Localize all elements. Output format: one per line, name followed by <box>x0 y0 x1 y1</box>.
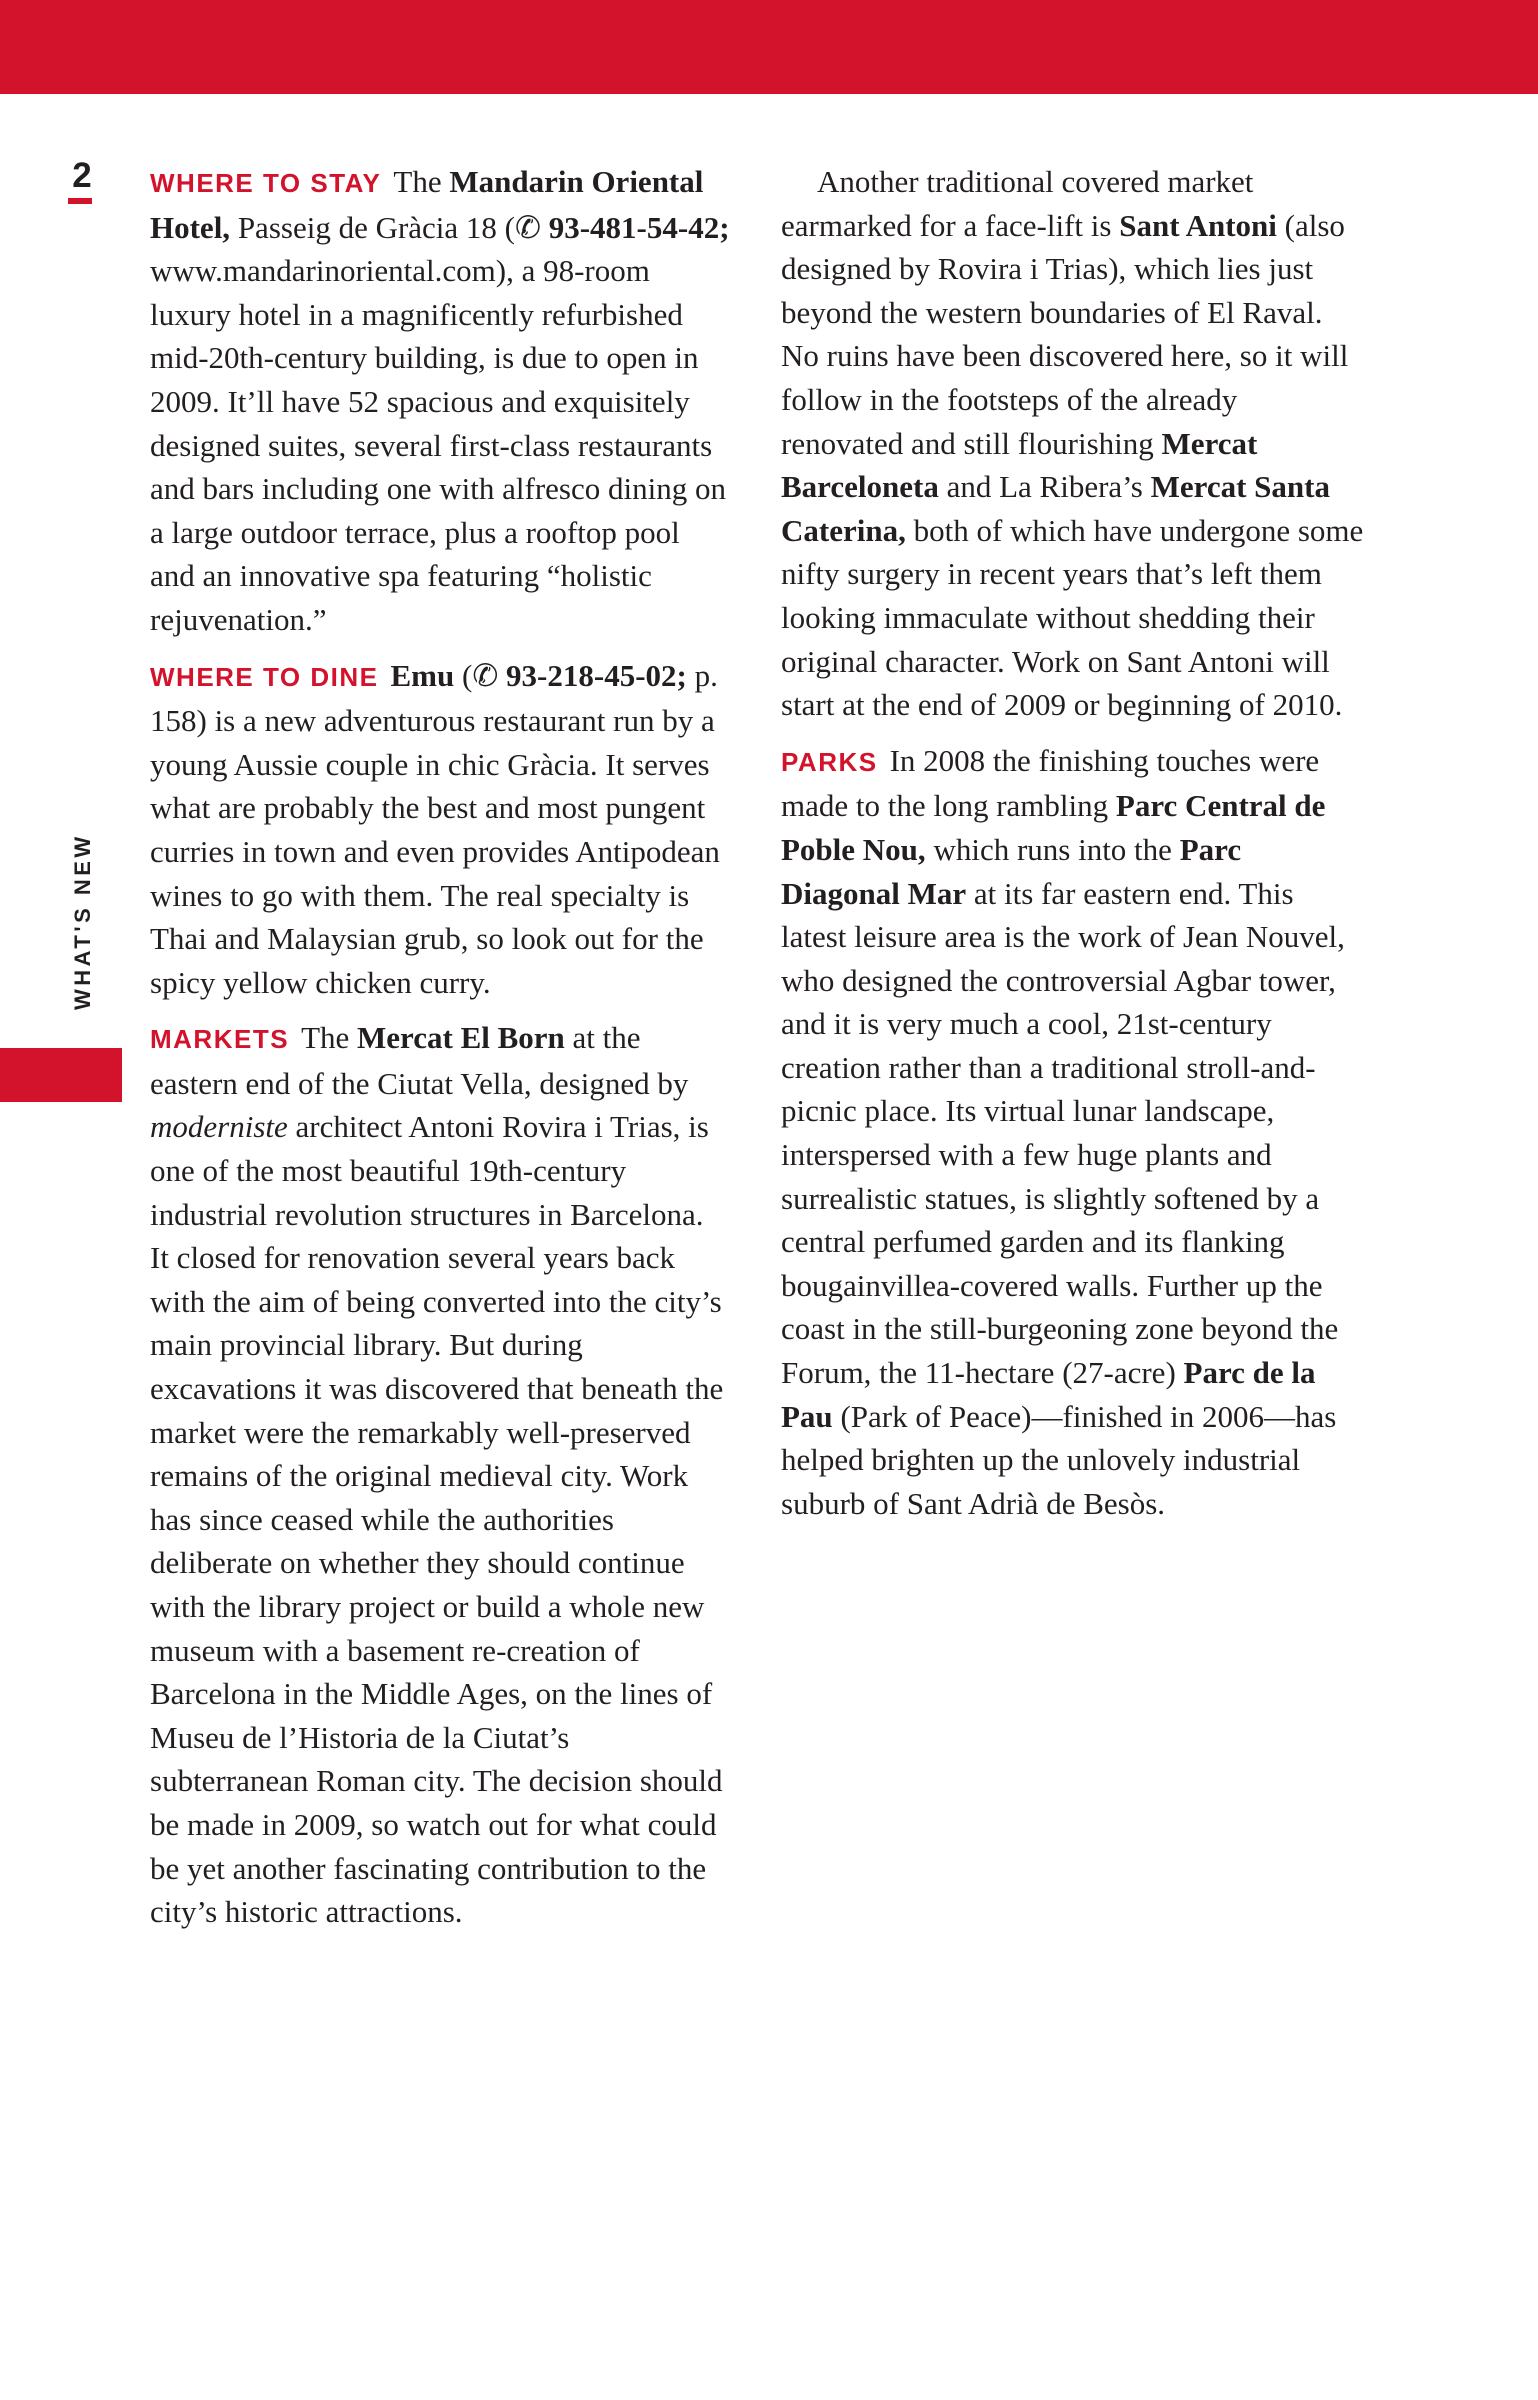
parc-de-la-pau-name: Parc de la Pau <box>781 1355 1316 1434</box>
phone-icon: ✆ <box>472 657 499 693</box>
mercat-barceloneta-name: Mercat Barceloneta <box>781 425 1258 505</box>
sant-antoni-name: Sant Antoni <box>1119 207 1277 243</box>
phone-icon: ✆ <box>515 209 541 245</box>
where-to-stay-heading: WHERE TO STAY <box>150 168 382 198</box>
markets-heading: MARKETS <box>150 1024 290 1055</box>
moderniste-term: moderniste <box>150 1109 288 1145</box>
parks-paragraph: PARKS In 2008 the finishing touches were made to the long rambling Parc Central de Poble Nou, which runs into the Parc Diagonal Mar at its far eastern end. This latest leisure area is the work of Jean Nouvel, who designed the controversial Agbar tower, and it is very much a cool, 21st-century creation rather than a traditional stroll-and-picnic place. Its virtual lunar landscape, interspersed with a few huge plants and surrealistic statues, is slightly softened by a central perfumed garden and its flanking bougainvillea-covered walls. Further up the coast in the still-burgeoning zone beyond the Forum, the 11-hectare (27-acre) Parc de la Pau (Park of Peace)—finished in 2006—has helped brighten up the unlovely industrial suburb of Sant Adrià de Besòs. <box>781 742 1345 1521</box>
where-to-stay-paragraph: WHERE TO STAY The Mandarin Oriental Hotel, Passeig de Gràcia 18 (✆ 93-481-54-42; www.mandarinoriental.com), a 98-room luxury hotel in a magnificently refurbished mid-20th-century building, is due to open in 2009. It’ll have 52 spacious and exquisitely designed suites, several first-class restaurants and bars including one with alfresco dining on a large outdoor terrace, plus a rooftop pool and an innovative spa featuring “holistic rejuvenation.” <box>150 164 730 637</box>
mercat-santa-caterina-name: Mercat Santa Caterina, <box>781 469 1330 548</box>
text-column-right <box>781 160 1366 1537</box>
markets-continued-paragraph: Another traditional covered market earmarked for a face-lift is Sant Antoni (also designed by Rovira i Trias), which lies just beyond the western boundaries of El Raval. No ruins have been discovered here, so it will follow in the footsteps of the already renovated and still flourishing Mercat Barceloneta and La Ribera’s Mercat Santa Caterina, both of which have undergone some nifty surgery in recent years that’s left them looking immaculate without shedding their original character. Work on Sant Antoni will start at the end of 2009 or beginning of 2010. <box>781 164 1364 723</box>
mercat-el-born-name: Mercat El Born <box>357 1020 565 1056</box>
page-number: 2 <box>72 156 92 195</box>
emu-phone: 93-218-45-02; <box>498 657 687 693</box>
mandarin-phone: 93-481-54-42; <box>540 209 730 245</box>
page-number-rule <box>68 198 92 204</box>
parks-heading: PARKS <box>781 746 878 777</box>
markets-paragraph: MARKETS The Mercat El Born at the eastern end of the Ciutat Vella, designed by moderniste architect Antoni Rovira i Trias, is one of the most beautiful 19th-century industrial revolution structures in Barcelona. It closed for renovation several years back with the aim of being converted into the city’s main provincial library. But during excavations it was discovered that beneath the market were the remarkably well-preserved remains of the original medieval city. Work has since ceased while the authorities deliberate on whether they should continue with the library project or build a whole new museum with a basement re-creation of Barcelona in the Middle Ages, on the lines of Museu de l’Historia de la Ciutat’s subterranean Roman city. The decision should be made in 2009, so watch out for what could be yet another fascinating contribution to the city’s historic attractions. <box>150 1020 724 1930</box>
section-side-tab <box>0 1048 122 1102</box>
emu-name: Emu <box>390 657 455 693</box>
text-column-left <box>150 160 730 1934</box>
mandarin-oriental-name: Mandarin Oriental Hotel, <box>150 164 704 245</box>
parc-diagonal-mar-name: Parc Diagonal Mar <box>781 831 1242 911</box>
parc-central-name: Parc Central de Poble Nou, <box>781 788 1326 867</box>
section-side-label: WHAT'S NEW <box>70 833 95 1010</box>
top-color-band <box>0 0 1538 94</box>
where-to-dine-paragraph: WHERE TO DINE Emu (✆ 93-218-45-02; p. 158) is a new adventurous restaurant run by a young Aussie couple in chic Gràcia. It serves what are probably the best and most pungent curries in town and even provides Antipodean wines to go with them. The real specialty is Thai and Malaysian grub, so look out for the spicy yellow chicken curry. <box>150 657 720 1000</box>
where-to-dine-heading: WHERE TO DINE <box>150 661 379 692</box>
